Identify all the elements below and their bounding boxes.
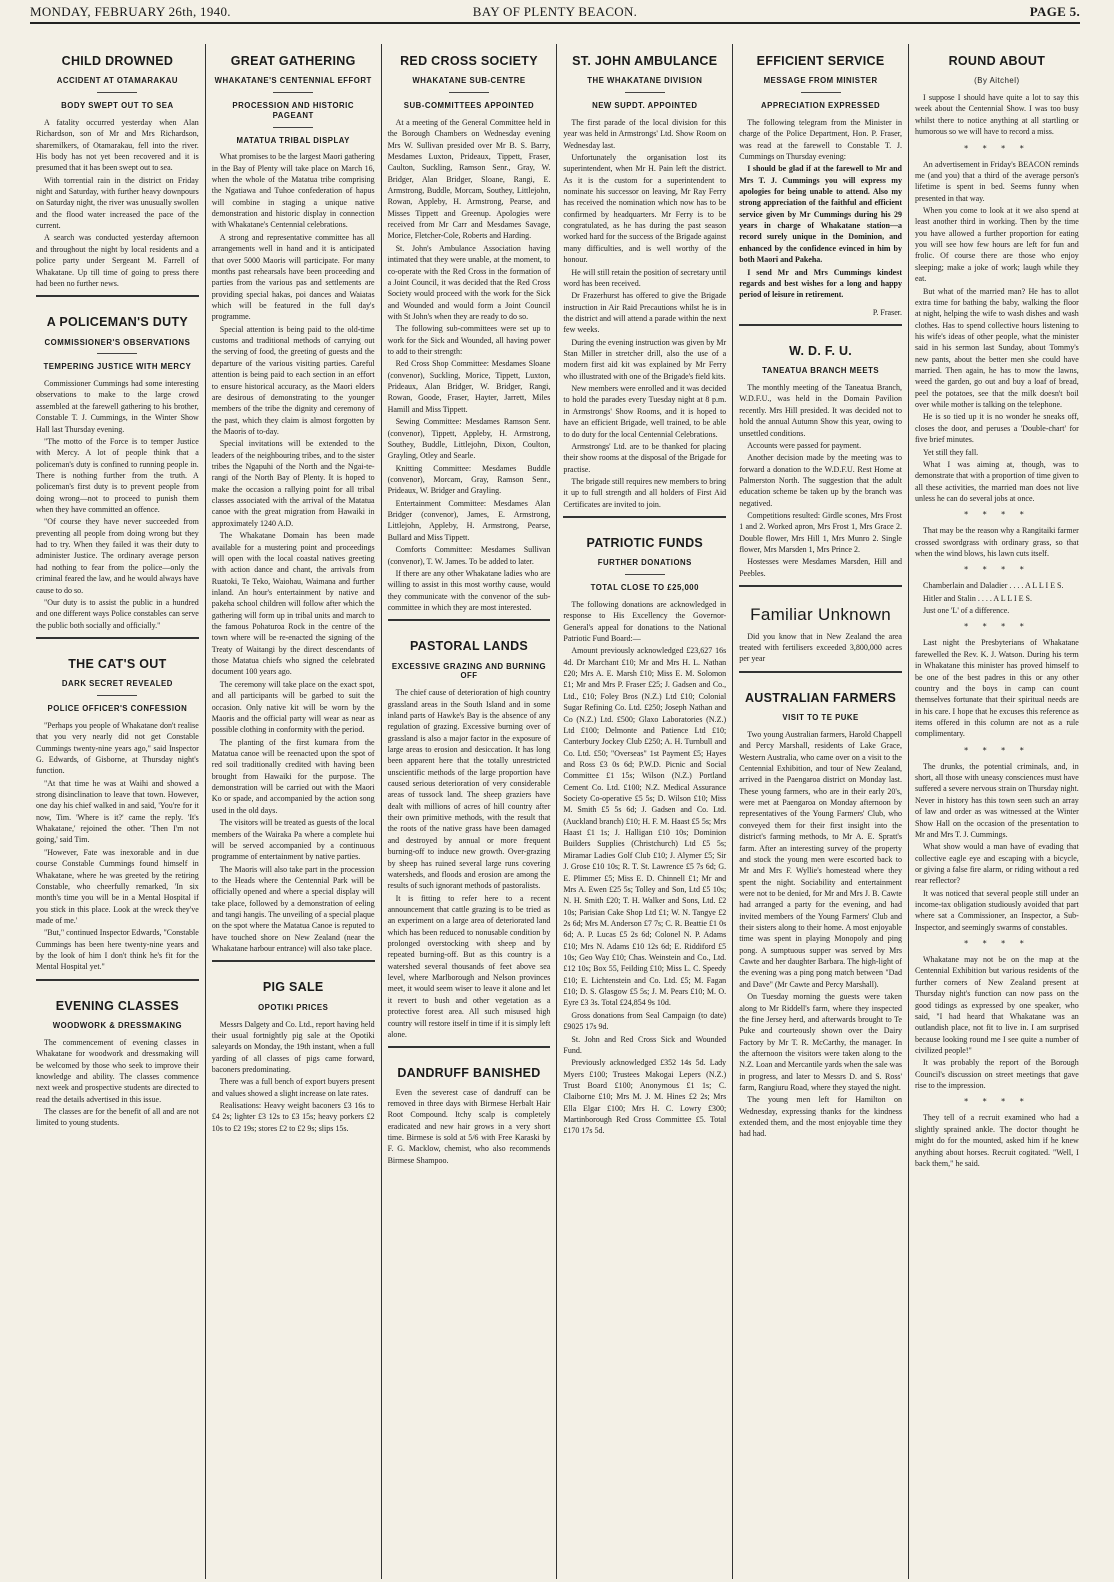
article — [739, 671, 902, 1140]
section-separator: * * * * — [964, 745, 1030, 755]
article-headline: ROUND ABOUT — [948, 54, 1046, 68]
article-paragraph: On Tuesday morning the guests were taken along to Mr Riddell's farm, where they inspected the fine Jersey herd, and afterwards brought to Te Puke and courteously shown over the Dairy Factory by Mr T. R. McCarthy, the manager. In the afternoon the visitors were taken along to the N.Z. Loan and Mercantile yards when the sale was in progress, and later to Messrs D. and S. Ross' farm, Rangiuru Road, where they stayed the night. — [739, 992, 902, 1093]
article-paragraph: The following telegram from the Minister in charge of the Police Department, Hon. P. Fraser, was read at the farewell to Constable T. J. Cummings on Thursday evening: — [739, 117, 902, 161]
article-paragraph: But what of the married man? He has to allot extra time for bathing the baby, walking the floor at night, helping the wife to wash dishes and wash clothes. Has to spend collective hours listening to his wife's ideas of other people, what the minister said in his sermon last Sunday, about Tommy's new pants, about the better men she could have married. Then again, he has to mow the lawns, weed the garden, go out and buy a loaf of bread, peel the potatoes, see that the milk doesn't boil over while mother is talking on the telephone. — [914, 286, 1079, 410]
article-subheading: TOTAL CLOSE TO £25,000 — [590, 583, 699, 593]
article-paragraph: Whakatane may not be on the map at the Centennial Exhibition but various residents of the further corners of New Zealand present at Thursday night's function can now pass on the good tidings as expressed by one speaker, who said, "I had heard that Whakatane was an outlandish place, not fit to live in. I am surprised because looking round me I see quite a number of civilized people!" — [914, 955, 1079, 1055]
article-paragraph: It is fitting to refer here to a recent announcement that cattle grazing is to be tried as an experiment on a large area of deteriorated land which has been reduced to nonusable condition by prolonged overstocking with sheep and by repeated burning-off. But as this country is a watershed several thousands of feet above sea level, where Marlborough and Nelson provinces meet, it would seem wiser to leave it alone and let it revert to bush and other vegetation as a protective forest area. All such misused high country will restore itself in time if it is simply left alone. — [387, 893, 551, 1039]
article-paragraph: The chief cause of deterioration of high country grassland areas in the South Island and in some inland parts of Hawke's Bay is the absence of any regulation of grazing. Excessive burning over of grassland is also a major factor in the exposure of large areas to erosion and desiccation. It has long been apparent here that the totally unrestricted unscientific methods of the large proportion have caused serious deterioration of very considerable areas of tussock land. The sheep graziers have dealt with millions of acres of hill country after their own primitive methods, with the result that the roots of the native grass have been damaged and destroyed by annual or more frequent burning-off to induce new growth. Over-grazing by sheep has ruined several large runs covering watersheds, and floods and erosion are among the results of such ignorant methods of pastoralists. — [387, 688, 551, 891]
article-paragraph: Yet still they fall. — [922, 447, 979, 457]
article-paragraph: Two young Australian farmers, Harold Chappell and Percy Marshall, residents of Lake Grace, Western Australia, who came over on a visit to the Centennial Exhibition, and tour of New Zealand, arrived in the Paengaroa district on Monday last. These young farmers, who are in their early 20's, were met at Paengaroa on Monday afternoon by representatives of the Young Farmers' Club, who conveyed them for their first insight into the district's farming methods, to Mr A. E. Spratt's farm. After an interesting survey of the property and stock the young men were escorted back to Mr and Mrs F. Wyllie's homestead where they spent the night. Sociability and entertainment were not to be denied, for Mr and Mrs J. B. Cawte had arranged a party for the evening, and had invited members of the Young Farmers' Club and their sisters along to their home. A most enjoyable time was spent in playing Monopoly and ping pong. A sumptuous supper was served by Mrs Cawte and her daughter Barbara. The high-light of the evening was a ping pong match between "Dad and Dave" (Mr Cawte and Percy Marshall). — [739, 729, 902, 989]
article-subheading: OPOTIKI PRICES — [258, 1002, 329, 1012]
article-paragraph: The planting of the first kumara from the Matatua canoe will be reenacted upon the spot of red soil traditionally credited with having been brought from Hawaiki for the purpose. The demonstration will be carried out with the Maori Ko or spade, and accompanied by the action song used in the old days. — [211, 737, 375, 815]
article-body — [212, 1019, 375, 1135]
article-paragraph: It was probably the report of the Borough Council's discussion on street meetings that gave rise to the impression. — [914, 1058, 1079, 1091]
article-paragraph: The ceremony will take place on the exact spot, and all participants will be garbed to suit the occasion. Only native kit will be worn by the Maoris and the official party will wear as near as possible clothing in conformity with the period. — [211, 679, 375, 735]
article-subheading: FURTHER DONATIONS — [597, 558, 692, 568]
article-paragraph: Hostesses were Mesdames Marsden, Hill and Peebles. — [739, 557, 902, 578]
article-headline: THE CAT'S OUT — [68, 656, 167, 671]
article-subheading: NEW SUPDT. APPOINTED — [592, 101, 698, 111]
article — [36, 295, 199, 631]
column-5 — [733, 44, 909, 1579]
article-headline: RED CROSS SOCIETY — [400, 54, 538, 68]
article-paragraph: Even the severest case of dandruff can be removed in three days with Birmese Herbalt Hair Root Compound. Itchy scalp is completely eradicated and new hair grows in a very short time. Birmese is sold at 5/6 with Free Karaski by F. G. Macklow, chemist, who also recommends Birmese Shampoo. — [387, 1087, 551, 1165]
article-paragraph: Unfortunately the organisation lost its superintendent, when Mr H. Pain left the district. As it is the custom for a superintendent to nominate his successor on leaving, Mr Ray Ferry has received the nomination which now has to be confirmed by headquarters. Mr Ferry is to be congratulated, as he has during the past season worked hard for the success of the Brigade against many difficulties, and is well worthy of the honour. — [563, 152, 727, 265]
article-body — [36, 378, 199, 631]
article-paragraph: The monthly meeting of the Taneatua Branch, W.D.F.U., was held in the Domain Pavilion recently. Mrs Hill presided. It was decided not to hold the annual Autumn Show this year, owing to unsettled conditions. — [739, 383, 902, 438]
article-paragraph: A strong and representative committee has all arrangements well in hand and it is anticipated that over 5000 Maoris will participate. For many months past rehearsals have been proceeding and parties from the various pas and settlements are providing special hakas, poi dances and Waiatas which will be featured in the full day's programme. — [211, 232, 375, 322]
article-body — [739, 631, 902, 665]
article-paragraph: Knitting Committee: Mesdames Buddle (convenor), Morcam, Gray, Ramson Senr., Prideaux, W. Bridger and Grayling. — [387, 463, 551, 496]
article-headline: A POLICEMAN'S DUTY — [46, 315, 189, 330]
article-signature: P. Fraser. — [872, 307, 902, 317]
section-separator: * * * * — [964, 565, 1030, 575]
article-paragraph: Hitler and Stalin . . . . A L L I E S. — [922, 593, 1032, 603]
article-paragraph: There was a full bench of export buyers present and values showed a slight increase on late rates. — [211, 1077, 375, 1098]
article-paragraph: "Our duty is to assist the public in a hundred and one different ways Police constables can serve the public both socially and officially." — [36, 597, 199, 630]
article-paragraph: The following donations are acknowledged in response to His Excellency the Governor-General's appeal for donations to the National Patriotic Fund Board:— — [563, 599, 727, 643]
article-paragraph: An advertisement in Friday's BEACON reminds me (and you) that a third of the average person's lifetime is spent in bed. Seems funny when presented in that way. — [914, 159, 1079, 203]
article-headline: Familiar Unknown — [750, 605, 891, 625]
article-headline: EVENING CLASSES — [55, 998, 180, 1013]
article-headline: EFFICIENT SERVICE — [756, 54, 885, 68]
article-paragraph: St. John and Red Cross Sick and Wounded Fund. — [563, 1034, 727, 1055]
article-subheading: POLICE OFFICER'S CONFESSION — [47, 704, 188, 714]
article-paragraph: When you come to look at it we also spend at least another third in working. Then by the time you have allowed a further proportion for eating you will see how few hours are left for fun and frolic. Of course there are those who enjoy sleeping; make a joke of work; laugh while they eat. — [914, 205, 1079, 284]
article-body — [388, 117, 551, 613]
divider-rule — [97, 353, 137, 354]
article-subheading: ACCIDENT AT OTAMARAKAU — [56, 76, 179, 86]
article — [388, 1046, 551, 1166]
newspaper-columns — [30, 44, 1085, 1579]
article-paragraph: What I was aiming at, though, was to demonstrate that with a proportion of time given to all these activities, the married man does not live unless he can do several jobs at once. — [914, 459, 1079, 503]
article-subheading: WOODWORK & DRESSMAKING — [52, 1021, 183, 1031]
divider-rule — [449, 92, 489, 93]
article-paragraph: Red Cross Shop Committee: Mesdames Sloane (convenor), Suckling, Morice, Tippett, Luxton, Prideaux, Alan Bridger, W. Bridger, Rangi, Rowan, Goode, Fraser, Hayter, Jarrett, Miles Hamill and Miss Tippett. — [387, 359, 551, 414]
section-separator: * * * * — [964, 939, 1030, 949]
section-separator: * * * * — [964, 1097, 1030, 1107]
article-headline: ST. JOHN AMBULANCE — [572, 54, 718, 68]
article-paragraph: A search was conducted yesterday afternoon and throughout the night by local residents and a police party under Sergeant M. Farrell of Whakatane. Up till time of going to press there had been no further news. — [36, 233, 199, 288]
article-paragraph: The visitors will be treated as guests of the local members of the Wairaka Pa where a complete hui will be served accompanied by a continuous programme of entertainment by native parties. — [211, 818, 375, 862]
article-paragraph: Sewing Committee: Mesdames Ramson Senr. (convenor), Tippett, Appleby, H. Armstrong, Southey, Buddle, Littlejohn, Dixon, Coulton, Grayling, Otley and Searle. — [387, 417, 551, 461]
column-2 — [206, 44, 382, 1579]
article — [739, 585, 902, 665]
article-paragraph: What promises to be the largest Maori gathering in the Bay of Plenty will take place on March 16, when the whole of the Matatua tribe comprising the Ngatiawa and Tuhoe confederation of hapus will combine in staging a unique native demonstration and historic display in connection with Whakatane's Centennial celebrations. — [211, 152, 375, 230]
article-paragraph: Armstrongs' Ltd. are to be thanked for placing their show rooms at the disposal of the Brigade for practise. — [563, 441, 727, 474]
article-body — [36, 117, 199, 289]
article — [739, 324, 902, 579]
column-1 — [30, 44, 206, 1579]
article-headline: PIG SALE — [262, 980, 324, 995]
article-paragraph: New members were enrolled and it was decided to hold the parades every Tuesday night at 8 p.m. in Armstrongs' Show Rooms, and it is hoped to have an efficient Brigade, well trained, to be able to do duty for the local Centennial Celebrations. — [563, 384, 727, 439]
article-subheading: MATATUA TRIBAL DISPLAY — [236, 135, 350, 145]
masthead — [30, 4, 1080, 24]
article-paragraph: "Of course they have never succeeded from preventing all people from doing wrong but they had to try. When they failed it was their duty to administer Justice. The ordinary average person had nothing to fear from the police—only the criminal feared the law, and he would always have cause to do so. — [36, 517, 199, 595]
article-subheading: WHAKATANE'S CENTENNIAL EFFORT — [214, 76, 372, 86]
article-subheading: (By Aitchel) — [974, 76, 1020, 86]
article-subheading: SUB-COMMITTEES APPOINTED — [403, 101, 535, 111]
article-paragraph: The brigade still requires new members to bring it up to full strength and all holders of First Aid Certificates are invited to join. — [563, 476, 727, 509]
section-separator: * * * * — [964, 510, 1030, 520]
article-paragraph: During the evening instruction was given by Mr Stan Miller in stretcher drill, also the use of a modern first aid kit was explained by Mr Ferry who illustrated with one of the Brigade's field kits. — [563, 337, 727, 381]
article-paragraph: I suppose I should have quite a lot to say this week about the Centennial Show. I was too busy whilst there to notice anything at all startling or humorous so we will have to record a miss. — [914, 93, 1079, 137]
article-paragraph: I send Mr and Mrs Cummings kindest regards and best wishes for a long and happy period of leisure in retirement. — [739, 267, 902, 300]
divider-rule — [97, 92, 137, 93]
article-paragraph: It was noticed that several people still under an income-tax obligation studiously avoided that part where sat a Commissioner, an Inspector, a Sub-Inspector, and seemingly swarms of constables. — [914, 888, 1079, 932]
article-paragraph: Special attention is being paid to the old-time customs and traditional methods of carrying out the serving of food, the greeting of guests and the departure of the various visiting parties. Careful attention is being paid to each section in an effort to ensure historical accuracy, as the Maori elders are desirous of demonstrating to the younger members of the tribe the dignity and ceremony of the past, which they claim is almost forgotten by the Maoris of to-day. — [211, 324, 375, 436]
article-paragraph: I should be glad if at the farewell to Mr and Mrs T. J. Cummings you will express my apologies for being unable to attend. Also my strong appreciation of the faithful and efficient service given by Mr Cummings during his 29 years in charge of Whakatane station—a record surely unique in the Dominion, and enhanced by the confidence evinced in him by both Maori and Pakeha. — [739, 164, 902, 265]
article-paragraph: "However, Fate was inexorable and in due course Constable Cummings found himself in Whakatane, where he was greeted by the retiring Constable, who cheerfully remarked, 'In six month's time you will be in a Mental Hospital if you stick in this place. Look at the wreck they've made of me.' — [36, 847, 199, 925]
article-subheading: VISIT TO TE PUKE — [782, 713, 859, 723]
article-body — [36, 720, 199, 973]
divider-rule — [801, 92, 841, 93]
article-paragraph: Did you know that in New Zealand the area treated with fertilisers exceeded 3,800,000 acres per year — [739, 631, 902, 664]
article-paragraph: Amount previously acknowledged £23,627 16s 4d. Dr Marchant £10; Mr and Mrs H. L. Nathan £20; Mrs A. E. Marsh £10; Miss E. M. Solomon £1; Mr and Mrs P. Fraser £25; J. Gadsen and Co., Ltd., £10; Foley Bros (N.Z.) Ltd £10; Colonial Sugar Refining Co. Ltd. £250; Joseph Nathan and Co (N.Z.) Ltd. £500; Glaxo Laboratories (N.Z.) Ltd £100; Delmonte and Patience Ltd £10; Canterbury Jockey Club £250; A. H. Turnbull and Co. Ltd. £50; "Overseas" 1st Payment £5; Hayes and Ross £3 0s 6d; P.W.D. Picnic and Social Committee £1 15s; Wilson (N.Z.) Portland Cement Co. Ltd. £100; N.Z. Medical Assurance Society Co-operative £5 5s; D. Wilson £10; Miss M. Smith £5 5s 6d; J. Gadsen and Co. Ltd. (Auckland branch) £10; H. F. M. Haast £5 5s; Mrs Haast £1 1s; J. Halligan £10 10s; Dominion Builders Supplies (Christchurch) Ltd £5 5s; Miramar Ladies Golf Club £10; J. Alymer £5; Sir J. Grose £10 10s; R. T. St. Lawrence £5 7s 6d; G. E. Plimmer £5; Miss E. D. Chinnell £1; Mr and Mrs A. Ewen £25 5s; Tolley and Son, Ltd £5 10s; N. H. Smith £20; T. H. Walker and Sons, Ltd. £2 10s; Parisian Cake Shop Ltd £1; W. N. Tangye £2 2s 6d; Mrs M. Anderson £7 7s; C. R. Beattie £1 0s 6d; A. P. Lucas £5 2s 6d; Colonel N. P. Adams £10; Mrs N. Adams £10 12s 6d; E. Riddiford £5 10s; Geo Way £10; Chas. Weinstein and Co., Ltd. £12 10s; Box 55, Feilding £10; Miss L. C. Speedy £10; E. Lichtenstein and Co. Ltd. £5; M. Fagan £10; D. S. Glasgow £5 5s; J. M. Pears £10; M. O. Eyre £3 3s. Total £24,854 9s 10d. — [563, 646, 727, 1008]
article — [563, 54, 726, 510]
article-subheading: COMMISSIONER'S OBSERVATIONS — [44, 337, 191, 347]
article-body — [739, 382, 902, 579]
page-number: PAGE 5. — [1029, 4, 1080, 19]
article-paragraph: Just one 'L' of a difference. — [922, 606, 1010, 616]
article-paragraph: What show would a man have of evading that collective eagle eye and escaping with a bicycle, or giving a false fire alarm, or riding without a red rear reflector? — [914, 842, 1079, 886]
article-paragraph: Messrs Dalgety and Co. Ltd., report having held their usual fortnightly pig sale at the Opotiki saleyards on Monday, the 19th instant, when a full yarding of all classes of pigs came forward, baconers predominating. — [211, 1019, 375, 1075]
article-body — [563, 599, 726, 1137]
article-paragraph: "At that time he was at Waihi and showed a strong disinclination to leave that town. However, one day his chief walked in and said, 'You're for it now, Tim. 'Where is it?' came the reply. 'It's Whakatane,' rejoined the other. 'Then I'm not going,' said Tim. — [36, 778, 199, 845]
article-body — [915, 92, 1079, 1169]
article-body — [739, 729, 902, 1140]
article-paragraph: Entertainment Committee: Mesdames Alan Bridger (convenor), James, E. Armstrong, Littlejohn, Appleby, H. Armstrong, Pearse, Bullard and Miss Tippett. — [387, 498, 551, 542]
article-subheading: PROCESSION AND HISTORIC PAGEANT — [232, 101, 354, 120]
article-paragraph: The commencement of evening classes in Whakatane for woodwork and dressmaking will be welcomed by those who seek to improve their knowledge and ability. The classes commence next week and prospective students are directed to read the details advertised in this issue. — [36, 1037, 199, 1104]
article-paragraph: A fatality occurred yesterday when Alan Richardson, son of Mr and Mrs Richardson, sharemilkers, of Otamarakau, fell into the river. His body has not yet been recovered and it is presumed that it has been swept out to sea. — [36, 117, 199, 173]
divider-rule — [625, 574, 665, 575]
article-paragraph: The young men left for Hamilton on Wednesday, expressing thanks for the kindness extended them, and the most enjoyable time they had had. — [739, 1095, 902, 1139]
article-headline: W. D. F. U. — [789, 343, 853, 358]
article-paragraph: Realisations: Heavy weight baconers £3 16s to £4 2s; lighter £3 12s to £3 15s; heavy porkers £2 10s to £2 19s; stores £2 to £2 9s; slips 15s. — [211, 1101, 375, 1133]
article — [212, 960, 375, 1134]
article-subheading: TANEATUA BRANCH MEETS — [762, 366, 880, 376]
issue-date: MONDAY, FEBRUARY 26th, 1940. — [30, 4, 231, 19]
article-headline: CHILD DROWNED — [61, 54, 174, 68]
article — [563, 516, 726, 1137]
paper-name: BAY OF PLENTY BEACON. — [472, 4, 638, 19]
section-separator: * * * * — [964, 143, 1030, 153]
article-headline: GREAT GATHERING — [230, 54, 356, 68]
article-paragraph: "But," continued Inspector Edwards, "Constable Cummings has been here twenty-nine years and by the look of him I don't think he's fit for the Mental Hospital yet." — [36, 928, 199, 972]
article-body — [563, 117, 726, 510]
article-paragraph: Dr Frazerhurst has offered to give the Brigade instruction in Air Raid Precautions whilst he is in the district and will attend a parade within the next few weeks. — [563, 291, 727, 335]
article-subheading: THE WHAKATANE DIVISION — [587, 76, 703, 86]
article — [388, 619, 551, 1040]
article — [915, 54, 1079, 1169]
article — [36, 54, 199, 289]
article-subheading: EXCESSIVE GRAZING AND BURNING OFF — [391, 661, 547, 681]
article-paragraph: Accounts were passed for payment. — [747, 440, 862, 450]
article-paragraph: Chamberlain and Daladier . . . . A L L I E S. — [922, 581, 1064, 591]
article-headline: DANDRUFF BANISHED — [397, 1066, 541, 1081]
article-paragraph: The Maoris will also take part in the procession to the Heads where the Centennial Park will be officially opened and where a special display will take place, followed by a demonstration of eeling and tangi hangis. The unveiling of a special plaque on the spot where the Matatua Canoe is reputed to have touched shore on New Zealand (near the Whakatane harbour entrance) will also take place. — [211, 864, 375, 954]
divider-rule — [97, 695, 137, 696]
article-body — [36, 1037, 199, 1129]
article-paragraph: At a meeting of the General Committee held in the Borough Chambers on Wednesday evening Mrs W. Sullivan presided over Mr B. S. Barry, Mesdames Luxton, Prideaux, Tippett, Fraser, Caulton, Suckling, Ramson Senr., Gray, W. Bridger, Alan Bridger, Sloane, Rangi, E. Armstrong, Buddle, Morcam, Southey, Littlejohn, Rowan, Appleby, H. Armstrong, Pearse, and Misses Tippett and Greenup. Apologies were received from Mr Carr and Mesdames Savage, Morice, Fletcher-Cole, Roberts and Harding. — [387, 117, 551, 241]
article-paragraph: He is so tied up it is no wonder he sneaks off, closes the door, and peruses a 'Double-chart' for five brief minutes. — [914, 412, 1079, 445]
article-subheading: DARK SECRET REVEALED — [61, 679, 173, 689]
article-subheading: APPRECIATION EXPRESSED — [761, 101, 881, 111]
article-paragraph: Comforts Committee: Mesdames Sullivan (convenor), T. W. James. To be added to later. — [387, 545, 551, 566]
article-body — [212, 151, 375, 954]
article-paragraph: Previously acknowledged £352 14s 5d. Lady Myers £100; Trustees Makogai Lepers (N.Z.) Trust Board £100; Anonymous £1 1s; C. Claiborne £10; Mrs M. J. M. Hines £2 2s; Mrs Ella Elgar £100; Mrs H. C. Lowry £300; Martinborough Red Cross Committee £5. Total £170 17s 5d. — [563, 1058, 727, 1136]
article-paragraph: They tell of a recruit examined who had a slightly sprained ankle. The doctor thought he might do for the mounted, asked him if he knew anything about horses. Recruit cogitated. "Well, I back them," he said. — [914, 1113, 1079, 1168]
article-paragraph: That may be the reason why a Rangitaiki farmer crossed swordgrass with ordinary grass, so that when the wind blows, his lawn cuts itself. — [914, 526, 1079, 559]
article-paragraph: The first parade of the local division for this year was held in Armstrongs' Ltd. Show Room on Wednesday last. — [563, 117, 727, 150]
article-body — [739, 117, 902, 318]
article-paragraph: The drunks, the potential criminals, and, in short, all those with uneasy consciences must have suffered a severe nervous strain on Thursday night. Never in history has this town seen such an array of law and order as was witnessed at the Winter Show Hall on the occasion of the presentation to Mr and Mrs T. J. Cummings. — [914, 761, 1079, 839]
article-paragraph: "Perhaps you people of Whakatane don't realise that you very nearly did not get Constable Cummings twenty-nine years ago," said Inspector G. Edwards, of Gisborne, at Thursday night's function. — [36, 720, 199, 776]
article-paragraph: If there are any other Whakatane ladies who are willing to assist in this most worthy cause, would they communicate with the convenor of the sub-committee in which they are most interested. — [387, 568, 551, 612]
article — [36, 979, 199, 1129]
article — [36, 637, 199, 973]
article-subheading: BODY SWEPT OUT TO SEA — [61, 101, 174, 111]
article — [739, 54, 902, 318]
article-paragraph: With torrential rain in the district on Friday night and Saturday, with further heavy downpours on Saturday night, the river was unusually swollen and the flood water increased the pace of the current. — [36, 175, 199, 231]
column-4 — [557, 44, 733, 1579]
article-paragraph: Competitions resulted: Girdle scones, Mrs Frost 1 and 2. Worked apron, Mrs Frost 1, Mrs Grace 2. Double flower, Mrs Hill 1, Mrs Munro 2. Single flower, Mrs Marsden 1, Mrs Prince 2. — [739, 511, 902, 555]
article-headline: AUSTRALIAN FARMERS — [744, 690, 897, 705]
article-paragraph: The following sub-committees were set up to work for the Sick and Wounded, all having power to add to their strength: — [387, 324, 551, 357]
article-headline: PASTORAL LANDS — [409, 639, 529, 654]
article — [212, 54, 375, 954]
article-paragraph: The Whakatane Domain has been made available for a mustering point and proceedings will open with the local coastal natives greeting with action dance and chant, the arrivals from Ruatoki, Te Teko, Waiohau, Waimana and further inland. An hour's entertainment by native and pakeha school children will follow after which the gathering will form up in tribal units and march to the famous Pohaturoa Rock in the centre of the town where will be re-enacted the signing of the Treaty of Waitangi by the direct descendants of those Matatua chiefs who signed the celebrated document 100 years ago. — [211, 531, 375, 677]
column-6 — [909, 44, 1085, 1579]
article-body — [388, 1087, 551, 1167]
section-separator: * * * * — [964, 622, 1030, 632]
divider-rule — [273, 127, 313, 128]
divider-rule — [625, 92, 665, 93]
article-body — [388, 687, 551, 1040]
article-subheading: WHAKATANE SUB-CENTRE — [412, 76, 526, 86]
article-paragraph: "The motto of the Force is to temper Justice with Mercy. A lot of people think that a policeman's duty is confined to running people in. There is nothing further from the truth. A policeman's first duty is to prevent people from doing wrong—not to proceed to punish them when they have committed an offence. — [36, 436, 199, 515]
article-paragraph: St. John's Ambulance Association having intimated that they were unable, at the moment, to co-operate with the Red Cross in the formation of a Joint Council, it was decided that the Red Cross Society would proceed with the work for the Sick and Wounded and would form a Joint Council with St John's when they are ready to do so. — [387, 243, 551, 321]
article-headline: PATRIOTIC FUNDS — [586, 536, 704, 551]
article-paragraph: Last night the Presbyterians of Whakatane farewelled the Rev. K. J. Watson. During his term in Whakatane this minister has proved himself to be one of the best padres in this or any other country and the boys in camp can count themselves fortunate that their spiritual needs are in his care. I hope that he excuses this reference as items offered in this column are not as a rule complimentary. — [914, 638, 1079, 739]
column-3 — [382, 44, 558, 1579]
article-paragraph: He will still retain the position of secretary until word has been received. — [563, 267, 727, 288]
article-paragraph: Special invitations will be extended to the leaders of the neighbouring tribes, and to the sister tribes the Ngapuhi of the North and the Ngai-te-rangi of the North Bay of Plenty. It is hoped to make the occasion a rallying point for all tribal classes associated with the arrival of the Matatua canoe with the great migration from Hawaiki in approximately 1240 A.D. — [211, 439, 375, 528]
article-paragraph: The classes are for the benefit of all and are not limited to young students. — [36, 1107, 199, 1128]
article-paragraph: Gross donations from Seal Campaign (to date) £9025 17s 9d. — [563, 1010, 727, 1032]
article-subheading: TEMPERING JUSTICE WITH MERCY — [43, 362, 192, 372]
article — [388, 54, 551, 613]
article-paragraph: Another decision made by the meeting was to forward a donation to the W.D.F.U. Rest Home at Palmerston North. The suggestion that the adult education scheme be taken up by the branch was negatived. — [739, 453, 902, 508]
article-subheading: MESSAGE FROM MINISTER — [763, 76, 878, 86]
article-paragraph: Commissioner Cummings had some interesting observations to make to the large crowd assembled at the farewell gathering to his brother, Constable T. J. Cummings, in the Winter Show Hall last Thursday evening. — [36, 379, 199, 434]
divider-rule — [273, 92, 313, 93]
